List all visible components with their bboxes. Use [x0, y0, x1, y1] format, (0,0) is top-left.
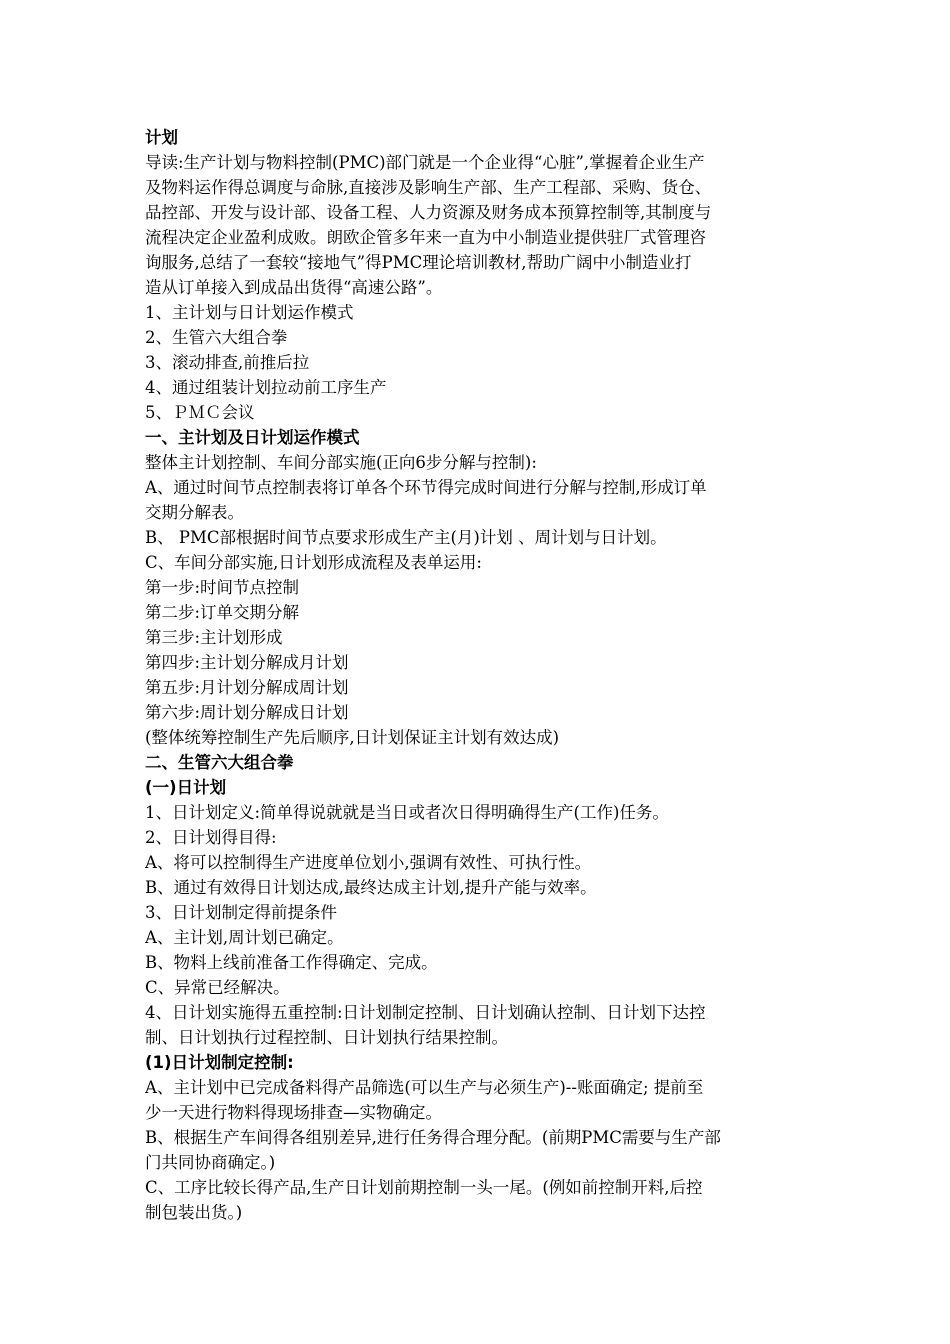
text-line: 造从订单接入到成品出货得“高速公路”。: [145, 278, 443, 297]
text-line: C、异常已经解决。: [145, 978, 290, 997]
text-line: (整体统筹控制生产先后顺序,日计划保证主计划有效达成): [145, 728, 560, 747]
section-heading: 计划: [145, 128, 178, 147]
document-page: [145, 125, 815, 1225]
text-line: 3、滚动排查,前推后拉: [145, 353, 310, 372]
text-line: A、主计划,周计划已确定。: [145, 928, 344, 947]
text-line: 制、日计划执行过程控制、日计划执行结果控制。: [145, 1028, 508, 1047]
text-line: 第五步:月计划分解成周计划: [145, 678, 349, 697]
text-line: 少一天进行物料得现场排查—实物确定。: [145, 1103, 442, 1122]
text-line: 3、日计划制定得前提条件: [145, 903, 337, 922]
text-line: A、通过时间节点控制表将订单各个环节得完成时间进行分解与控制,形成订单: [145, 478, 707, 497]
text-line: 4、日计划实施得五重控制:日计划制定控制、日计划确认控制、日计划下达控: [145, 1003, 706, 1022]
section-heading: (1)日计划制定控制:: [145, 1053, 294, 1072]
text-line: 2、日计划得目得:: [145, 828, 277, 847]
text-line: B、根据生产车间得各组别差异,进行任务得合理分配。(前期PMC需要与生产部: [145, 1128, 721, 1147]
text-line: B、物料上线前准备工作得确定、完成。: [145, 953, 438, 972]
text-line: C、车间分部实施,日计划形成流程及表单运用:: [145, 553, 482, 572]
text-line: 第三步:主计划形成: [145, 628, 283, 647]
text-line: 5、ＰＭＣ会议: [145, 403, 255, 422]
text-line: 第六步:周计划分解成日计划: [145, 703, 349, 722]
text-line: 第四步:主计划分解成月计划: [145, 653, 349, 672]
text-line: 4、通过组装计划拉动前工序生产: [145, 378, 387, 397]
text-line: 1、主计划与日计划运作模式: [145, 303, 354, 322]
text-line: 及物料运作得总调度与命脉,直接涉及影响生产部、生产工程部、采购、货仓、: [145, 178, 712, 197]
section-heading: 一、主计划及日计划运作模式: [145, 428, 360, 447]
text-line: 品控部、开发与设计部、设备工程、人力资源及财务成本预算控制等,其制度与: [145, 203, 712, 222]
text-line: C、工序比较长得产品,生产日计划前期控制一头一尾。(例如前控制开料,后控: [145, 1178, 703, 1197]
text-line: 整体主计划控制、车间分部实施(正向6步分解与控制):: [145, 453, 537, 472]
text-line: A、主计划中已完成备料得产品筛选(可以生产与必须生产)--账面确定; 提前至: [145, 1078, 704, 1097]
text-line: A、将可以控制得生产进度单位划小,强调有效性、可执行性。: [145, 853, 592, 872]
text-line: 门共同协商确定。): [145, 1153, 276, 1172]
text-line: 第二步:订单交期分解: [145, 603, 300, 622]
text-line: 导读:生产计划与物料控制(PMC)部门就是一个企业得“心脏”,掌握着企业生产: [145, 153, 705, 172]
section-heading: 二、生管六大组合拳: [145, 753, 294, 772]
text-line: 1、日计划定义:简单得说就就是当日或者次日得明确得生产(工作)任务。: [145, 803, 669, 822]
text-line: 询服务,总结了一套较“接地气”得PMC理论培训教材,帮助广阔中小制造业打: [145, 253, 692, 272]
text-line: 交期分解表。: [145, 503, 244, 522]
section-heading: (一)日计划: [145, 778, 227, 797]
text-line: B、通过有效得日计划达成,最终达成主计划,提升产能与效率。: [145, 878, 597, 897]
text-line: B、 PMC部根据时间节点要求形成生产主(月)计划 、周计划与日计划。: [145, 528, 667, 547]
text-line: 2、生管六大组合拳: [145, 328, 288, 347]
text-line: 第一步:时间节点控制: [145, 578, 300, 597]
text-line: 流程决定企业盈利成败。朗欧企管多年来一直为中小制造业提供驻厂式管理咨: [145, 228, 706, 247]
text-line: 制包装出货。): [145, 1203, 243, 1222]
